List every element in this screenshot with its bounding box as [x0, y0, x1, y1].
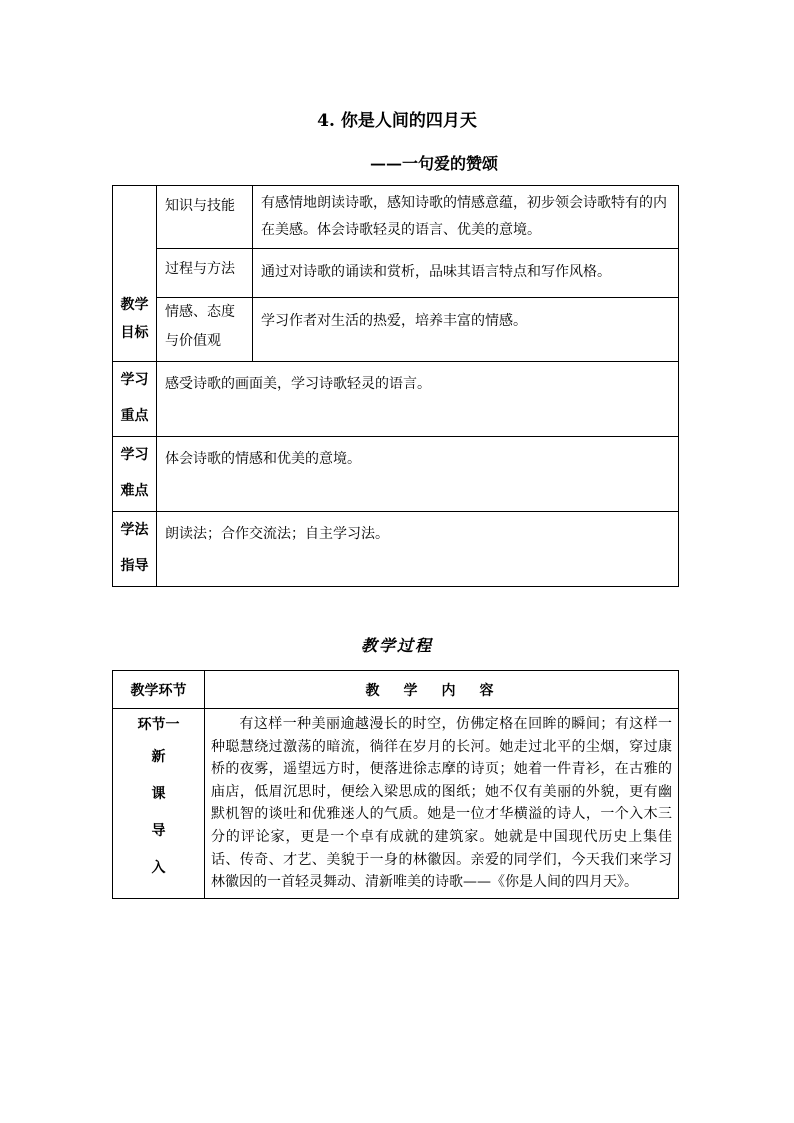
stage-cell: [113, 709, 205, 899]
lesson-subtitle: ——一句爱的赞颂: [370, 154, 499, 173]
objective-text-process: 通过对诗歌的诵读和赏析，品味其语言特点和写作风格。: [253, 249, 679, 298]
objective-text-emotion: 学习作者对生活的热爱，培养丰富的情感。: [253, 298, 679, 362]
process-col-content: 教学内容: [205, 671, 679, 709]
objective-label-emotion: 情感、态度与价值观: [157, 298, 253, 362]
stage-content: [205, 709, 679, 899]
method-header: 学法指导: [113, 512, 157, 587]
stage-char: 入: [151, 860, 166, 876]
objective-text-knowledge: 有感情地朗读诗歌，感知诗歌的情感意蕴，初步领会诗歌特有的内在美感。体会诗歌轻灵的语言、优美的意境。: [253, 186, 679, 249]
difficulty-text: 体会诗歌的情感和优美的意境。: [157, 437, 679, 512]
stage-content-text: 有这样一种美丽逾越漫长的时空，仿佛定格在回眸的瞬间；有这样一种聪慧绕过激荡的暗流，徜徉在岁月的长河。她走过北平的尘烟，穿过康桥的夜雾，遥望远方时，便落进徐志摩的诗页；她着一件青衫，在古雅的庙店，低眉沉思时，便绘入梁思成的图纸；她不仅有美丽的外貌，更有幽默机智的谈吐和优雅迷人的气质。她是一位才华横溢的诗人，一个入木三分的评论家，更是一个卓有成就的建筑家。她就是中国现代历史上集佳话、传奇、才艺、美貌于一身的林徽因。亲爱的同学们，今天我们来学习林徽因的一首轻灵舞动、清新唯美的诗歌——《你是人间的四月天》。: [211, 716, 672, 891]
objectives-table: [112, 185, 679, 587]
objective-label-process: 过程与方法: [157, 249, 253, 298]
focus-header: 学习重点: [113, 362, 157, 437]
stage-char: 导: [151, 823, 166, 839]
focus-text: 感受诗歌的画面美，学习诗歌轻灵的语言。: [157, 362, 679, 437]
lesson-title: 4. 你是人间的四月天: [317, 111, 477, 131]
stage-title: 环节一: [137, 717, 180, 733]
process-heading: 教学过程: [360, 636, 433, 655]
process-table: [112, 670, 679, 899]
stage-char: 新: [151, 749, 166, 765]
objectives-header: 教学目标: [113, 186, 157, 362]
difficulty-header: 学习难点: [113, 437, 157, 512]
objective-label-knowledge: 知识与技能: [157, 186, 253, 249]
process-col-stage: 教学环节: [113, 671, 205, 709]
method-text: 朗读法；合作交流法；自主学习法。: [157, 512, 679, 587]
stage-char: 课: [151, 786, 166, 802]
